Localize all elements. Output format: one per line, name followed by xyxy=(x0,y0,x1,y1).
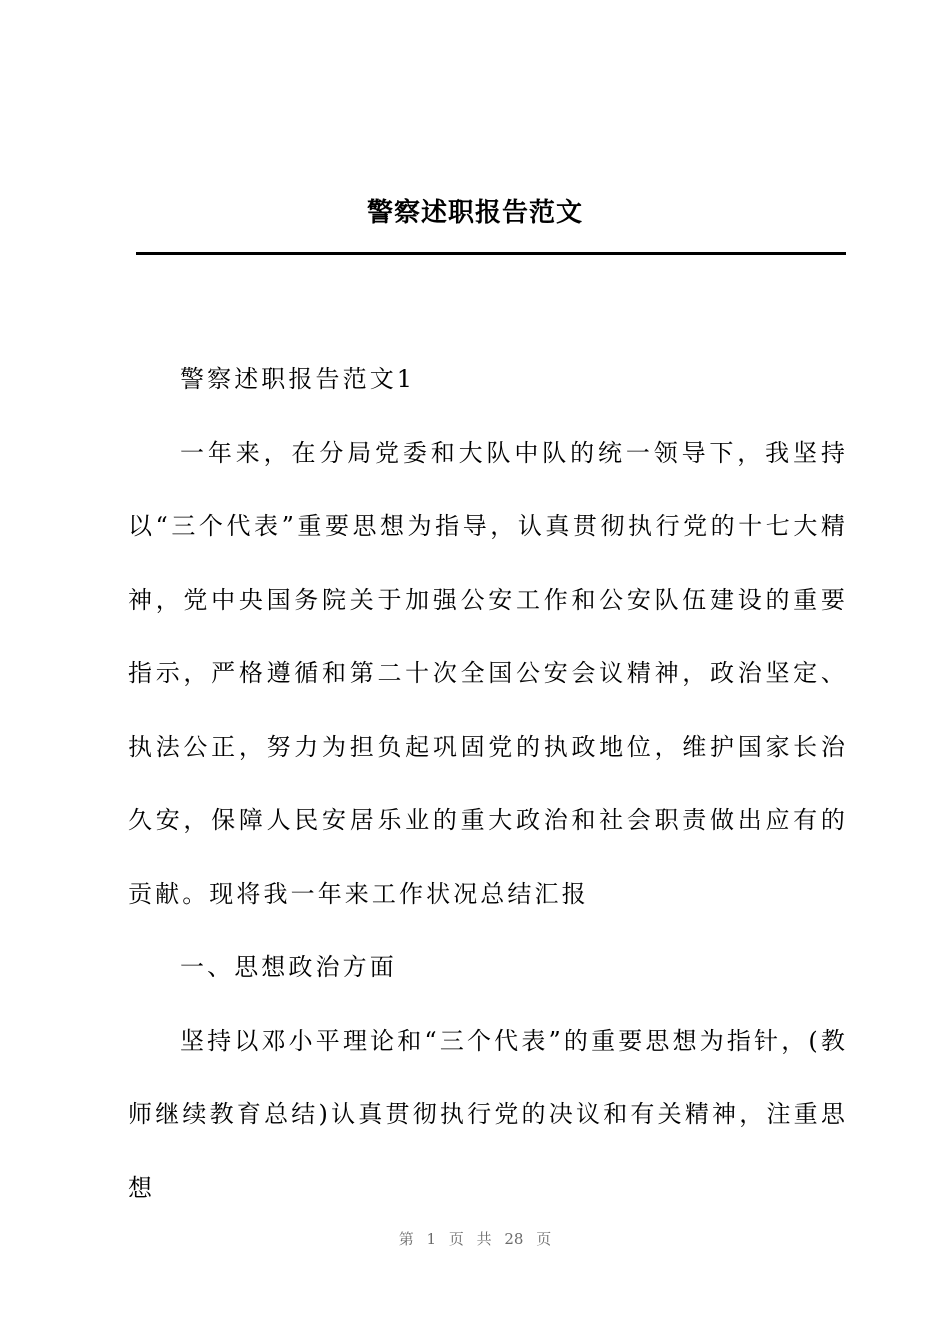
title-underline xyxy=(136,252,846,255)
section-heading: 警察述职报告范文1 xyxy=(180,365,416,393)
body-paragraph: 坚持以邓小平理论和“三个代表”的重要思想为指针，(教师继续教育总结)认真贯彻执行党的决议和有关精神，注重思想 xyxy=(128,1026,848,1202)
document-body xyxy=(128,343,848,1225)
page-number-footer: 第 1 页 共 28 页 xyxy=(398,1230,552,1248)
section-heading: 一、思想政治方面 xyxy=(180,953,397,981)
body-paragraph: 一年来，在分局党委和大队中队的统一领导下，我坚持以“三个代表”重要思想为指导，认真贯彻执行党的十七大精神，党中央国务院关于加强公安工作和公安队伍建设的重要指示，严格遵循和第二十次全国公安会议精神，政治坚定、执法公正，努力为担负起巩固党的执政地位，维护国家长治久安，保障人民安居乐业的重大政治和社会职责做出应有的贡献。现将我一年来工作状况总结汇报 xyxy=(128,438,848,908)
document-title: 警察述职报告范文 xyxy=(366,198,583,228)
